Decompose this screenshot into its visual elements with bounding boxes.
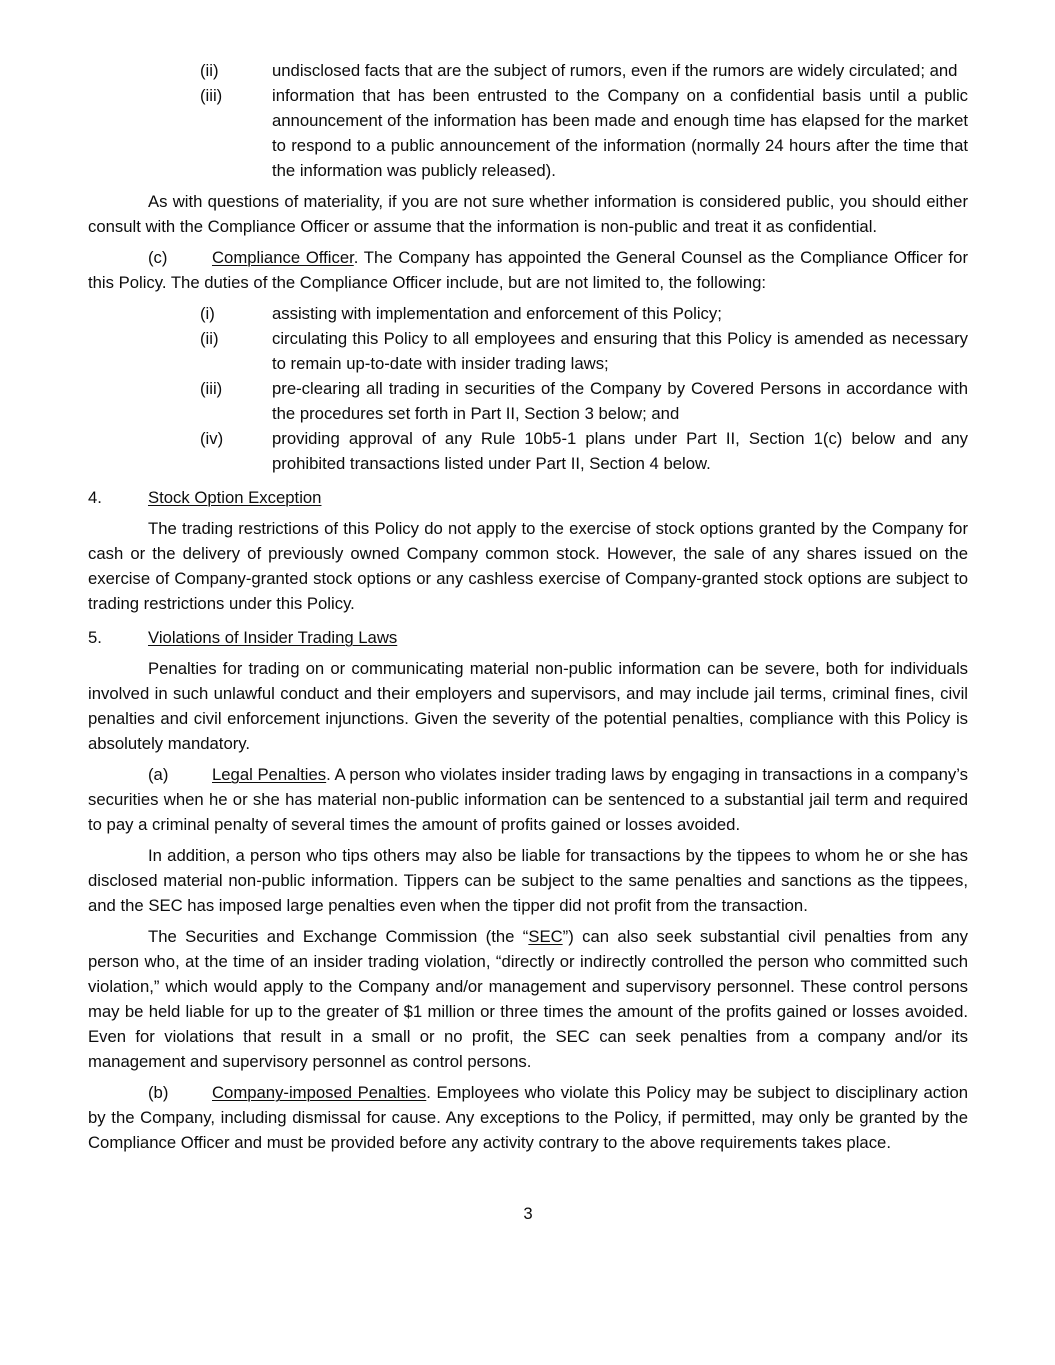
section-heading-stock-option-exception: [88, 485, 968, 510]
subitem-label: (a): [148, 765, 169, 784]
paragraph-text: The Securities and Exchange Commission (the “: [148, 927, 529, 946]
list-item-text: circulating this Policy to all employees and ensuring that this Policy is amended as necessary to remain up-to-date with insider trading laws;: [272, 329, 968, 373]
list-public-info: [88, 58, 968, 183]
subitem-text: . Employees who violate this Policy may be subject to disciplinary action by the Company, including dismissal for cause. Any exceptions to the Policy, if permitted, may only be granted by the Compliance Officer and must be provided before any activity contrary to the above requirements takes place.: [88, 1083, 969, 1152]
page-number: 3: [523, 1204, 533, 1223]
paragraph-penalties-overview: Penalties for trading on or communicating material non-public information can be severe, both for individuals involved in such unlawful conduct and their employers and supervisors, and may include jail terms, criminal fines, civil penalties and civil enforcement injunctions. Given the severity of the potential penalties, compliance with this Policy is absolutely mandatory.: [88, 659, 968, 753]
section-title: Violations of Insider Trading Laws: [148, 628, 398, 647]
sec-term: SEC: [528, 927, 563, 946]
paragraph-text: ”) can also seek substantial civil penalties from any person who, at the time of an insider trading violation, “directly or indirectly controlled the person who committed such violation,” which would apply to the Company and/or management and supervisory personnel. These control persons may be held liable for up to the greater of $1 million or three times the amount of the profits gained or losses avoided. Even for violations that result in a small or no profit, the SEC can seek penalties from a company and/or its management and supervisory personnel as control persons.: [88, 927, 969, 1071]
list-item: [88, 426, 968, 476]
paragraph-compliance-officer: [88, 245, 968, 295]
section-number: 4.: [88, 488, 102, 507]
list-item-text: assisting with implementation and enforcement of this Policy;: [272, 304, 722, 323]
paragraph-tippers: In addition, a person who tips others may also be liable for transactions by the tippees to whom he or she has disclosed material non-public information. Tippers can be subject to the same penalties and sanctions as the tippees, and the SEC has imposed large penalties even when the tipper did not profit from the transaction.: [88, 846, 968, 915]
subitem-text: . The Company has appointed the General Counsel as the Compliance Officer for this Policy. The duties of the Compliance Officer include, but are not limited to, the following:: [88, 248, 969, 292]
section-title: Stock Option Exception: [148, 488, 322, 507]
list-item: [88, 83, 968, 183]
list-item-text: pre-clearing all trading in securities of the Company by Covered Persons in accordance with the procedures set forth in Part II, Section 3 below; and: [272, 379, 968, 423]
subitem-title: Compliance Officer: [212, 248, 354, 267]
paragraph-sec-penalties: [88, 924, 968, 1074]
list-compliance-duties: [88, 301, 968, 476]
subitem-label: (b): [148, 1083, 169, 1102]
subitem-text: . A person who violates insider trading laws by engaging in transactions in a company’s securities when he or she has material non-public information can be sentenced to a substantial jail term and required to pay a criminal penalty of several times the amount of profits gained or losses avoided.: [88, 765, 968, 834]
subitem-title: Legal Penalties: [212, 765, 327, 784]
list-item-label: (ii): [200, 61, 219, 80]
list-item-label: (ii): [200, 329, 219, 348]
list-item-label: (iv): [200, 429, 224, 448]
list-item: [88, 376, 968, 426]
list-item-label: (iii): [200, 86, 223, 105]
list-item: [88, 301, 968, 326]
subitem-label: (c): [148, 248, 168, 267]
section-heading-violations: [88, 625, 968, 650]
paragraph-legal-penalties: [88, 762, 968, 837]
subitem-title: Company-imposed Penalties: [212, 1083, 427, 1102]
list-item-label: (iii): [200, 379, 223, 398]
list-item-text: information that has been entrusted to the Company on a confidential basis until a public announcement of the information has been made and enough time has elapsed for the market to respond to a public announcement of the information (normally 24 hours after the time that the information was publicly released).: [272, 86, 968, 180]
list-item-text: providing approval of any Rule 10b5-1 plans under Part II, Section 1(c) below and any prohibited transactions listed under Part II, Section 4 below.: [272, 429, 968, 473]
list-item-label: (i): [200, 304, 215, 323]
paragraph-company-imposed-penalties: [88, 1080, 968, 1155]
paragraph-public-info: As with questions of materiality, if you are not sure whether information is considered public, you should either consult with the Compliance Officer or assume that the information is non-public and treat it as confidential.: [88, 192, 968, 236]
paragraph-stock-option-exception: The trading restrictions of this Policy do not apply to the exercise of stock options granted by the Company for cash or the delivery of previously owned Company common stock. However, the sale of any shares issued on the exercise of Company-granted stock options or any cashless exercise of Company-granted stock options are subject to trading restrictions under this Policy.: [88, 519, 968, 613]
list-item: [88, 326, 968, 376]
list-item: [88, 58, 968, 83]
section-number: 5.: [88, 628, 102, 647]
list-item-text: undisclosed facts that are the subject of rumors, even if the rumors are widely circulated; and: [272, 61, 958, 80]
